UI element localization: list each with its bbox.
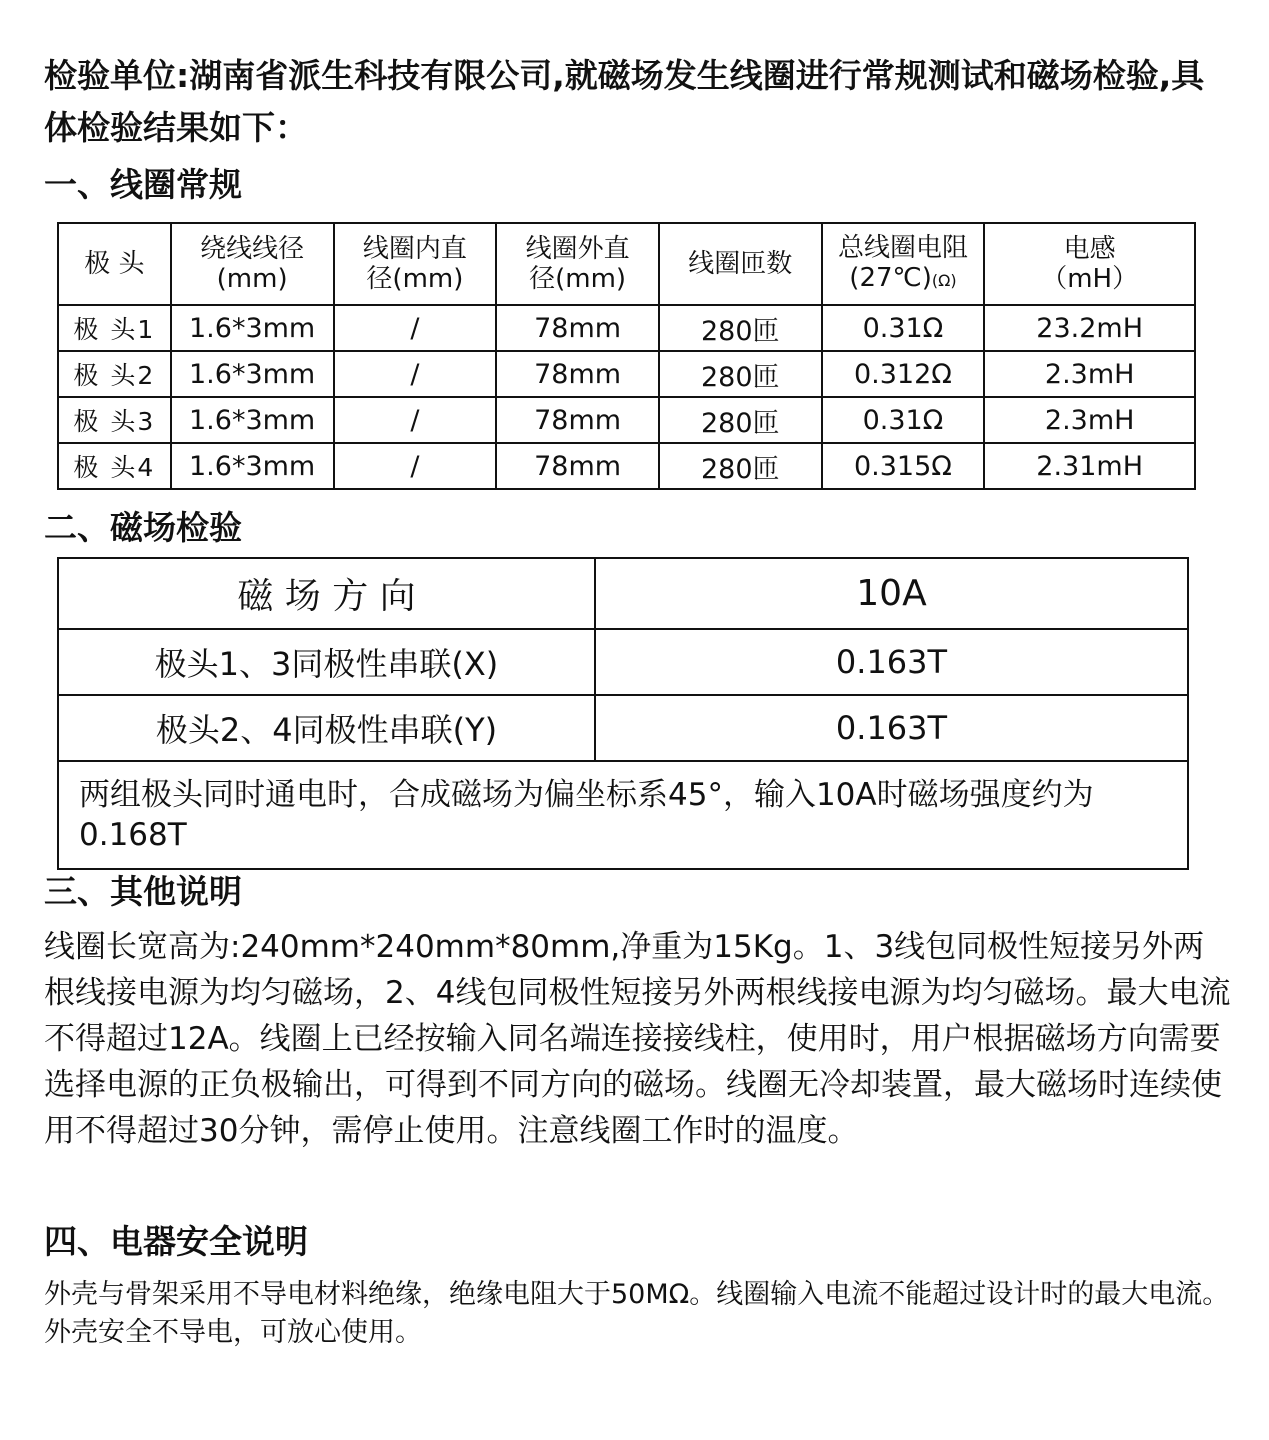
cell-inductance: 23.2mH bbox=[984, 305, 1195, 351]
safety-notes-text: 外壳与骨架采用不导电材料绝缘，绝缘电阻大于50MΩ。线圈输入电流不能超过设计时的最大电流。外壳安全不导电，可放心使用。 bbox=[44, 1279, 1230, 1348]
cell-inner: / bbox=[334, 351, 497, 397]
cell-pole: 极 头1 bbox=[58, 305, 171, 351]
section-title-other: 三、其他说明 bbox=[44, 872, 242, 911]
cell-wire: 1.6*3mm bbox=[171, 397, 334, 443]
cell-pole: 极 头3 bbox=[58, 397, 171, 443]
cell-outer: 78mm bbox=[496, 443, 659, 489]
cell-field-value: 0.163T bbox=[595, 695, 1188, 761]
cell-config: 极头1、3同极性串联(X) bbox=[58, 629, 595, 695]
header-current: 10A bbox=[595, 558, 1188, 629]
cell-inductance: 2.3mH bbox=[984, 397, 1195, 443]
header-wire-diameter: 绕线线径 (mm) bbox=[171, 223, 334, 305]
cell-inductance: 2.31mH bbox=[984, 443, 1195, 489]
cell-resistance: 0.315Ω bbox=[822, 443, 985, 489]
section-title-coil: 一、线圈常规 bbox=[44, 165, 242, 204]
table-row bbox=[58, 629, 1188, 695]
cell-field-value: 0.163T bbox=[595, 629, 1188, 695]
table-row bbox=[58, 761, 1188, 869]
section-title-field: 二、磁场检验 bbox=[44, 508, 242, 547]
cell-turns: 280匝 bbox=[659, 351, 822, 397]
cell-resistance: 0.312Ω bbox=[822, 351, 985, 397]
cell-turns: 280匝 bbox=[659, 443, 822, 489]
other-notes-text: 线圈长宽高为:240mm*240mm*80mm,净重为15Kg。1、3线包同极性短接另外两根线接电源为均匀磁场，2、4线包同极性短接另外两根线接电源为均匀磁场。最大电流不得超过12A。线圈上已经按输入同名端连接接线柱，使用时，用户根据磁场方向需要选择电源的正负极输出，可得到不同方向的磁场。线圈无冷却装置，最大磁场时连续使用不得超过30分钟，需停止使用。注意线圈工作时的温度。 bbox=[44, 929, 1231, 1149]
cell-inner: / bbox=[334, 443, 497, 489]
table-header-row bbox=[58, 223, 1195, 305]
header-turns: 线圈匝数 bbox=[659, 223, 822, 305]
table-row bbox=[58, 443, 1195, 489]
section-title-safety: 四、电器安全说明 bbox=[44, 1222, 308, 1261]
cell-outer: 78mm bbox=[496, 305, 659, 351]
table-row bbox=[58, 351, 1195, 397]
header-pole: 极 头 bbox=[58, 223, 171, 305]
cell-outer: 78mm bbox=[496, 397, 659, 443]
cell-inner: / bbox=[334, 305, 497, 351]
cell-wire: 1.6*3mm bbox=[171, 305, 334, 351]
cell-inner: / bbox=[334, 397, 497, 443]
table-header-row bbox=[58, 558, 1188, 629]
header-inductance: 电感 （mH） bbox=[984, 223, 1195, 305]
header-inner-diameter: 线圈内直 径(mm) bbox=[334, 223, 497, 305]
table-row bbox=[58, 397, 1195, 443]
cell-outer: 78mm bbox=[496, 351, 659, 397]
cell-resistance: 0.31Ω bbox=[822, 397, 985, 443]
intro-text: 检验单位:湖南省派生科技有限公司,就磁场发生线圈进行常规测试和磁场检验,具体检验结果如下： bbox=[44, 56, 1205, 147]
cell-turns: 280匝 bbox=[659, 397, 822, 443]
header-outer-diameter: 线圈外直 径(mm) bbox=[496, 223, 659, 305]
cell-pole: 极 头4 bbox=[58, 443, 171, 489]
field-note: 两组极头同时通电时，合成磁场为偏坐标系45°，输入10A时磁场强度约为0.168T bbox=[58, 761, 1188, 869]
table-row bbox=[58, 695, 1188, 761]
header-resistance: 总线圈电阻 (27℃)(Ω) bbox=[822, 223, 985, 305]
header-direction: 磁 场 方 向 bbox=[58, 558, 595, 629]
cell-wire: 1.6*3mm bbox=[171, 443, 334, 489]
cell-pole: 极 头2 bbox=[58, 351, 171, 397]
cell-resistance: 0.31Ω bbox=[822, 305, 985, 351]
cell-inductance: 2.3mH bbox=[984, 351, 1195, 397]
cell-turns: 280匝 bbox=[659, 305, 822, 351]
coil-spec-table bbox=[57, 222, 1196, 490]
cell-wire: 1.6*3mm bbox=[171, 351, 334, 397]
field-test-table bbox=[57, 557, 1189, 870]
table-row bbox=[58, 305, 1195, 351]
cell-config: 极头2、4同极性串联(Y) bbox=[58, 695, 595, 761]
